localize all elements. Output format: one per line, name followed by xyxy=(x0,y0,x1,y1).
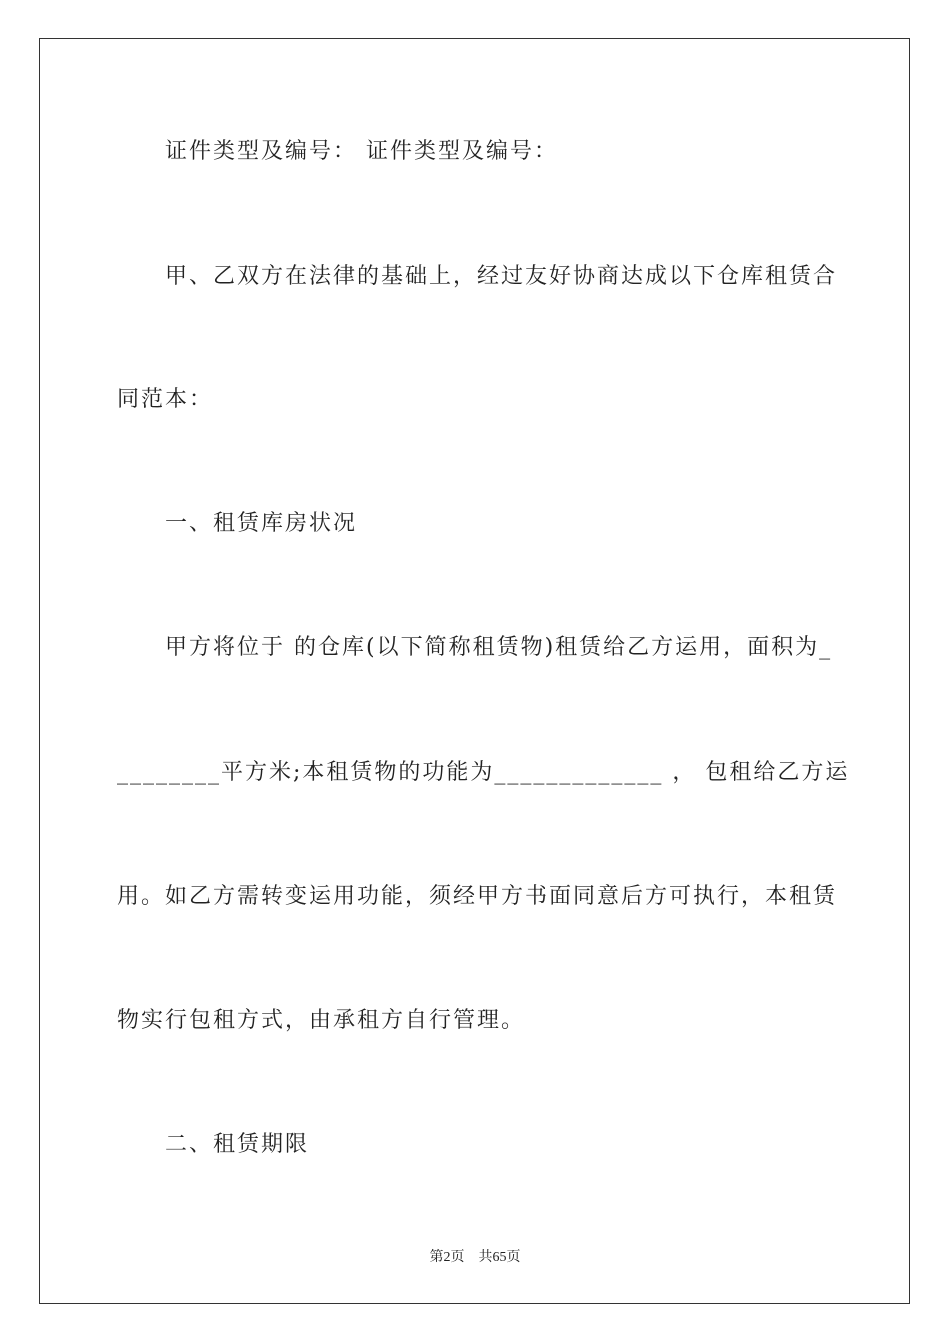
intro-paragraph-line-1: 甲、乙双方在法律的基础上，经过友好协商达成以下仓库租赁合 xyxy=(165,264,838,289)
section-2-heading: 二、租赁期限 xyxy=(165,1132,310,1157)
section-1-paragraph-line-4: 物实行包租方式，由承租方自行管理。 xyxy=(117,1008,526,1033)
section-1-paragraph-line-2: ________平方米;本租赁物的功能为_____________ ， 包租给乙方运 xyxy=(117,760,850,785)
page-number: 第2页 xyxy=(429,1250,465,1265)
section-1-paragraph-line-3: 用。如乙方需转变运用功能，须经甲方书面同意后方可执行，本租赁 xyxy=(117,884,838,909)
intro-paragraph-line-2: 同范本： xyxy=(117,387,214,412)
page-border xyxy=(39,38,910,1304)
total-pages: 共65页 xyxy=(478,1250,521,1265)
section-1-paragraph-line-1: 甲方将位于 的仓库(以下简称租赁物)租赁给乙方运用，面积为_ xyxy=(165,635,833,660)
page-footer xyxy=(0,1248,950,1268)
section-1-heading: 一、租赁库房状况 xyxy=(165,511,358,536)
id-type-line: 证件类型及编号： 证件类型及编号： xyxy=(165,139,558,164)
